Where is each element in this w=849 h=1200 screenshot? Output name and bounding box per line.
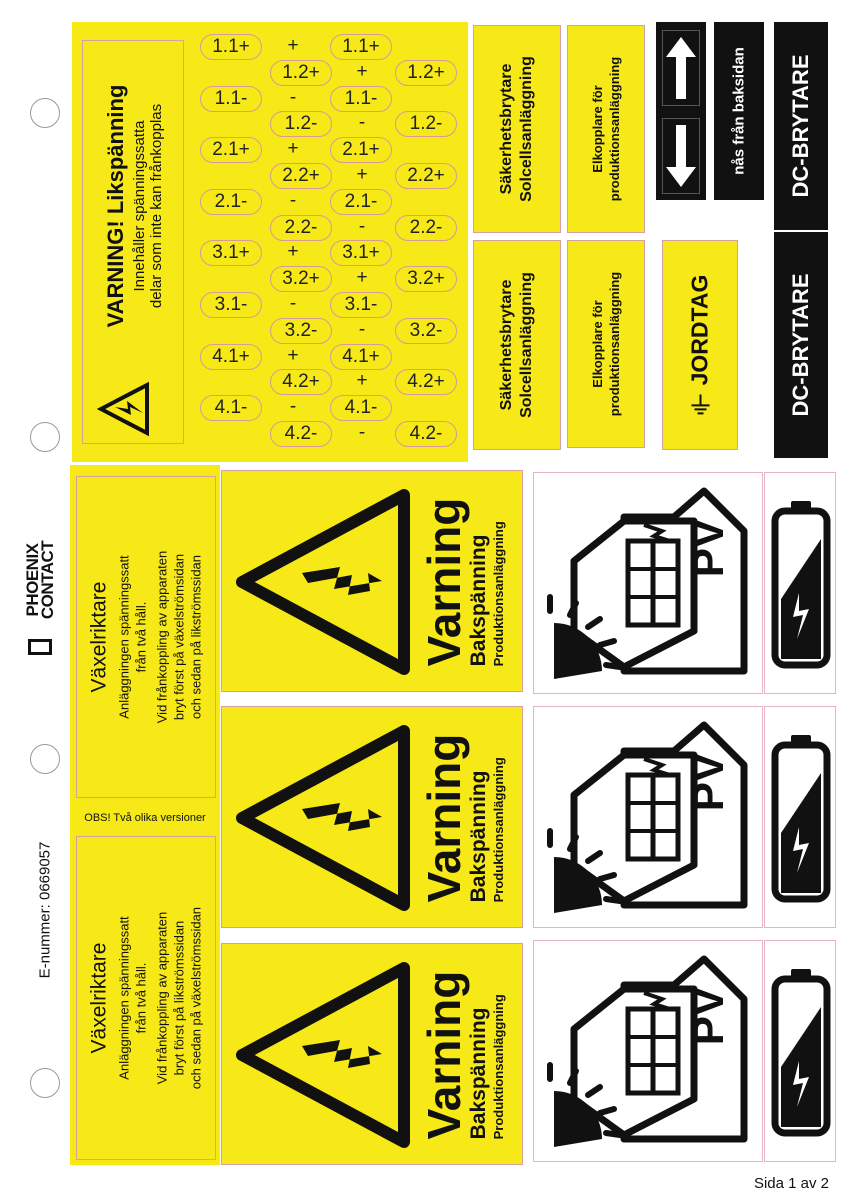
page-indicator: Sida 1 av 2 <box>753 1175 829 1192</box>
string-label: 1.2+ <box>395 60 457 86</box>
string-label: 1.1+ <box>330 34 392 60</box>
string-label: 1.1- <box>200 86 262 112</box>
backfeed-detail: Produktionsanläggning <box>491 521 506 667</box>
string-label: 3.2- <box>395 318 457 344</box>
string-label: 4.1- <box>330 395 392 421</box>
rear-access-label: nås från baksidan <box>714 22 764 200</box>
battery-label <box>764 940 836 1162</box>
string-label: 4.1+ <box>200 344 262 370</box>
arrow-down-icon <box>663 119 699 193</box>
arrow-label <box>656 22 706 200</box>
polarity-sign: - <box>289 189 297 211</box>
pv-text: PV <box>684 518 733 578</box>
polarity-sign: + <box>356 267 368 289</box>
pv-house-icon <box>544 481 754 687</box>
string-label: 4.2+ <box>270 369 332 395</box>
backfeed-title: Varning <box>418 733 470 903</box>
dc-warning-label <box>82 40 184 444</box>
pv-system-label <box>533 472 763 694</box>
pv-system-label <box>533 706 763 928</box>
dc-warning-line2: delar som inte kan frånkopplas <box>148 103 165 309</box>
string-label: 3.1- <box>330 292 392 318</box>
string-label: 2.1- <box>330 189 392 215</box>
string-label: 1.1- <box>330 86 392 112</box>
warning-triangle-icon <box>232 960 412 1150</box>
polarity-sign: - <box>358 215 366 237</box>
pv-text: PV <box>684 986 733 1046</box>
string-label: 1.2- <box>270 111 332 137</box>
backfeed-detail: Produktionsanläggning <box>491 994 506 1140</box>
binder-hole <box>30 744 60 774</box>
backfeed-warning-label <box>221 470 523 692</box>
backfeed-title: Varning <box>418 970 470 1140</box>
string-label: 4.1- <box>200 395 262 421</box>
polarity-sign: - <box>358 112 366 134</box>
battery-icon <box>771 499 831 669</box>
string-label: 3.2+ <box>270 266 332 292</box>
versions-note: OBS! Två olika versioner <box>84 812 206 824</box>
inverter-label-dc-first: Växelriktare Anläggningen spänningssatt från två håll. Vid frånkoppling av apparaten bryt först på likströmssidan och sedan på växelströmssidan <box>76 836 216 1160</box>
binder-hole <box>30 1068 60 1098</box>
inverter-label-ac-first: Växelriktare Anläggningen spänningssatt från två håll. Vid frånkoppling av apparaten bryt först på växelströmsidan och sedan på likströmssidan <box>76 476 216 798</box>
string-label: 3.1- <box>200 292 262 318</box>
string-label: 2.2- <box>270 215 332 241</box>
string-label: 4.2- <box>395 421 457 447</box>
string-label: 2.1+ <box>200 137 262 163</box>
battery-icon <box>771 733 831 903</box>
polarity-sign: + <box>287 35 299 56</box>
string-label: 1.2- <box>395 111 457 137</box>
string-label: 4.2+ <box>395 369 457 395</box>
backfeed-warning-label <box>221 943 523 1165</box>
backfeed-detail: Produktionsanläggning <box>491 757 506 903</box>
battery-label <box>764 706 836 928</box>
string-label: 2.2+ <box>270 163 332 189</box>
backfeed-subtitle: Bakspänning <box>467 534 490 667</box>
polarity-sign: + <box>287 344 299 366</box>
dc-switch-label: DC-BRYTARE <box>774 232 828 458</box>
pv-house-icon <box>544 949 754 1155</box>
part-number: E-nummer: 0669057 <box>36 841 54 979</box>
backfeed-warning-label <box>221 706 523 928</box>
disconnector-label: Elkopplare för produktionsanläggning <box>567 25 645 233</box>
string-label: 3.1+ <box>330 240 392 266</box>
warning-triangle-icon <box>232 487 412 677</box>
binder-hole <box>30 422 60 452</box>
string-label: 3.1+ <box>200 240 262 266</box>
string-label: 2.1- <box>200 189 262 215</box>
arrow-up-icon <box>663 31 699 105</box>
polarity-sign: + <box>287 138 299 160</box>
polarity-sign: + <box>356 370 368 392</box>
string-label: 2.2+ <box>395 163 457 189</box>
backfeed-title: Varning <box>418 497 470 667</box>
string-label: 4.2- <box>270 421 332 447</box>
battery-icon <box>771 967 831 1137</box>
warning-triangle-icon <box>97 381 153 437</box>
polarity-sign: - <box>358 318 366 340</box>
string-label: 3.2- <box>270 318 332 344</box>
disconnector-label: Elkopplare för produktionsanläggning <box>567 240 645 448</box>
earth-ground-icon <box>690 394 710 416</box>
polarity-sign: - <box>289 293 297 314</box>
polarity-sign: - <box>289 396 297 418</box>
string-label: 1.1+ <box>200 34 262 60</box>
warning-triangle-icon <box>232 723 412 913</box>
polarity-sign: + <box>356 164 368 185</box>
string-label: 1.2+ <box>270 60 332 86</box>
battery-label <box>764 472 836 694</box>
polarity-sign: - <box>358 422 366 443</box>
backfeed-subtitle: Bakspänning <box>467 1007 490 1140</box>
polarity-sign: + <box>356 60 368 82</box>
pv-house-icon <box>544 715 754 921</box>
string-label: 4.1+ <box>330 344 392 370</box>
pv-text: PV <box>684 752 733 812</box>
safety-switch-label: Säkerhetsbrytare Solcellsanläggning <box>473 25 561 233</box>
dc-warning-line1: Innehåller spänningssatta <box>131 120 148 292</box>
backfeed-subtitle: Bakspänning <box>467 770 490 903</box>
dc-switch-label: DC-BRYTARE <box>774 22 828 230</box>
polarity-sign: - <box>289 86 297 108</box>
safety-switch-label: Säkerhetsbrytare Solcellsanläggning <box>473 240 561 450</box>
phoenix-contact-logo <box>16 520 64 660</box>
binder-hole <box>30 98 60 128</box>
polarity-sign: + <box>287 241 299 263</box>
string-label: 3.2+ <box>395 266 457 292</box>
earth-label: JORDTAG <box>662 240 738 450</box>
logo-text: PHOENIX CONTACT <box>25 525 55 655</box>
string-label: 2.1+ <box>330 137 392 163</box>
string-label: 2.2- <box>395 215 457 241</box>
pv-system-label <box>533 940 763 1162</box>
dc-warning-title: VARNING! Likspänning <box>103 84 128 328</box>
